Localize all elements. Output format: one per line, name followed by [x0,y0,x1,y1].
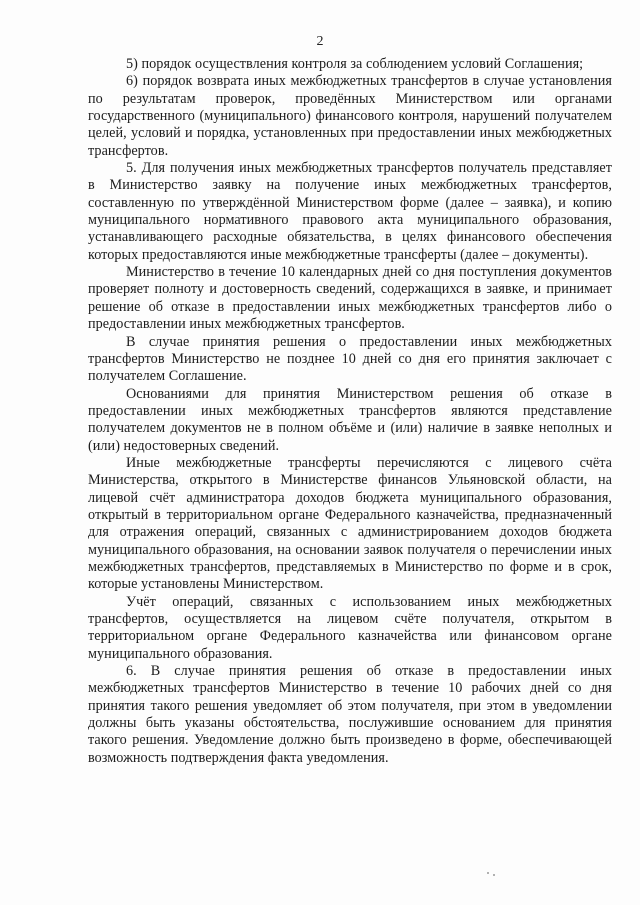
scan-speck [493,874,495,876]
paragraph-accounting: Учёт операций, связанных с использованием иных межбюджетных трансфертов, осуществляется на лицевом счёте получателя, открытом в территориальном органе Федерального казначейства или финансовом органе муниципального образования. [88,593,612,662]
paragraph-item-5: 5) порядок осуществления контроля за соблюдением условий Соглашения; [126,56,584,72]
paragraph-review-period: Министерство в течение 10 календарных дней со дня поступления документов проверяет полноту и достоверность сведений, содержащихся в заявке, и принимает решение об отказе в предоставлении иных межбюджетных трансфертов либо о предоставлении иных межбюджетных трансфертов. [88,264,612,333]
paragraph-transfer: Иные межбюджетные трансферты перечисляются с лицевого счёта Министерства, открытого в Министерстве финансов Ульяновской области, на лицевой счёт администратора доходов бюджета муниципального образования, открытый в территориальном органе Федерального казначейства, предназначенный для отражения операций, связанных с администрированием доходов бюджета муниципального образования, на основании заявок получателя о перечислении иных межбюджетных трансфертов, представляемых в Министерство по форме и в срок, которые установлены Министерством. [88,454,612,593]
document-body [88,56,612,767]
paragraph-section-6: 6. В случае принятия решения об отказе в предоставлении иных межбюджетных трансфертов Министерство в течение 10 рабочих дней со дня принятия такого решения уведомляет об этом получателя, при этом в уведомлении должны быть указаны обстоятельства, послужившие основанием для принятия такого решения. Уведомление должно быть произведено в форме, обеспечивающей возможность подтверждения факта уведомления. [88,663,612,766]
paragraph-agreement: В случае принятия решения о предоставлении иных межбюджетных трансфертов Министерство не позднее 10 дней со дня его принятия заключает с получателем Соглашение. [88,333,612,385]
paragraph-item-6: 6) порядок возврата иных межбюджетных трансфертов в случае установления по результатам проверок, проведённых Министерством или органами государственного (муниципального) финансового контроля, нарушений получателем целей, условий и порядка, установленных при предоставлении иных межбюджетных трансфертов. [88,73,612,159]
paragraph-section-5: 5. Для получения иных межбюджетных трансфертов получатель представляет в Министерство заявку на получение иных межбюджетных трансфертов, составленную по утверждённой Министерством форме (далее – заявка), и копию муниципального нормативного правового акта муниципального образования, устанавливающего расходные обязательства, в целях финансового обеспечения которых предоставляются иные межбюджетные трансферты (далее – документы). [88,160,612,263]
paragraph-refusal-grounds: Основаниями для принятия Министерством решения об отказе в предоставлении иных межбюджетных трансфертов являются представление получателем документов не в полном объёме и (или) наличие в заявке неполных и (или) недостоверных сведений. [88,385,612,454]
page-number: 2 [316,34,324,49]
scan-speck [487,872,489,874]
